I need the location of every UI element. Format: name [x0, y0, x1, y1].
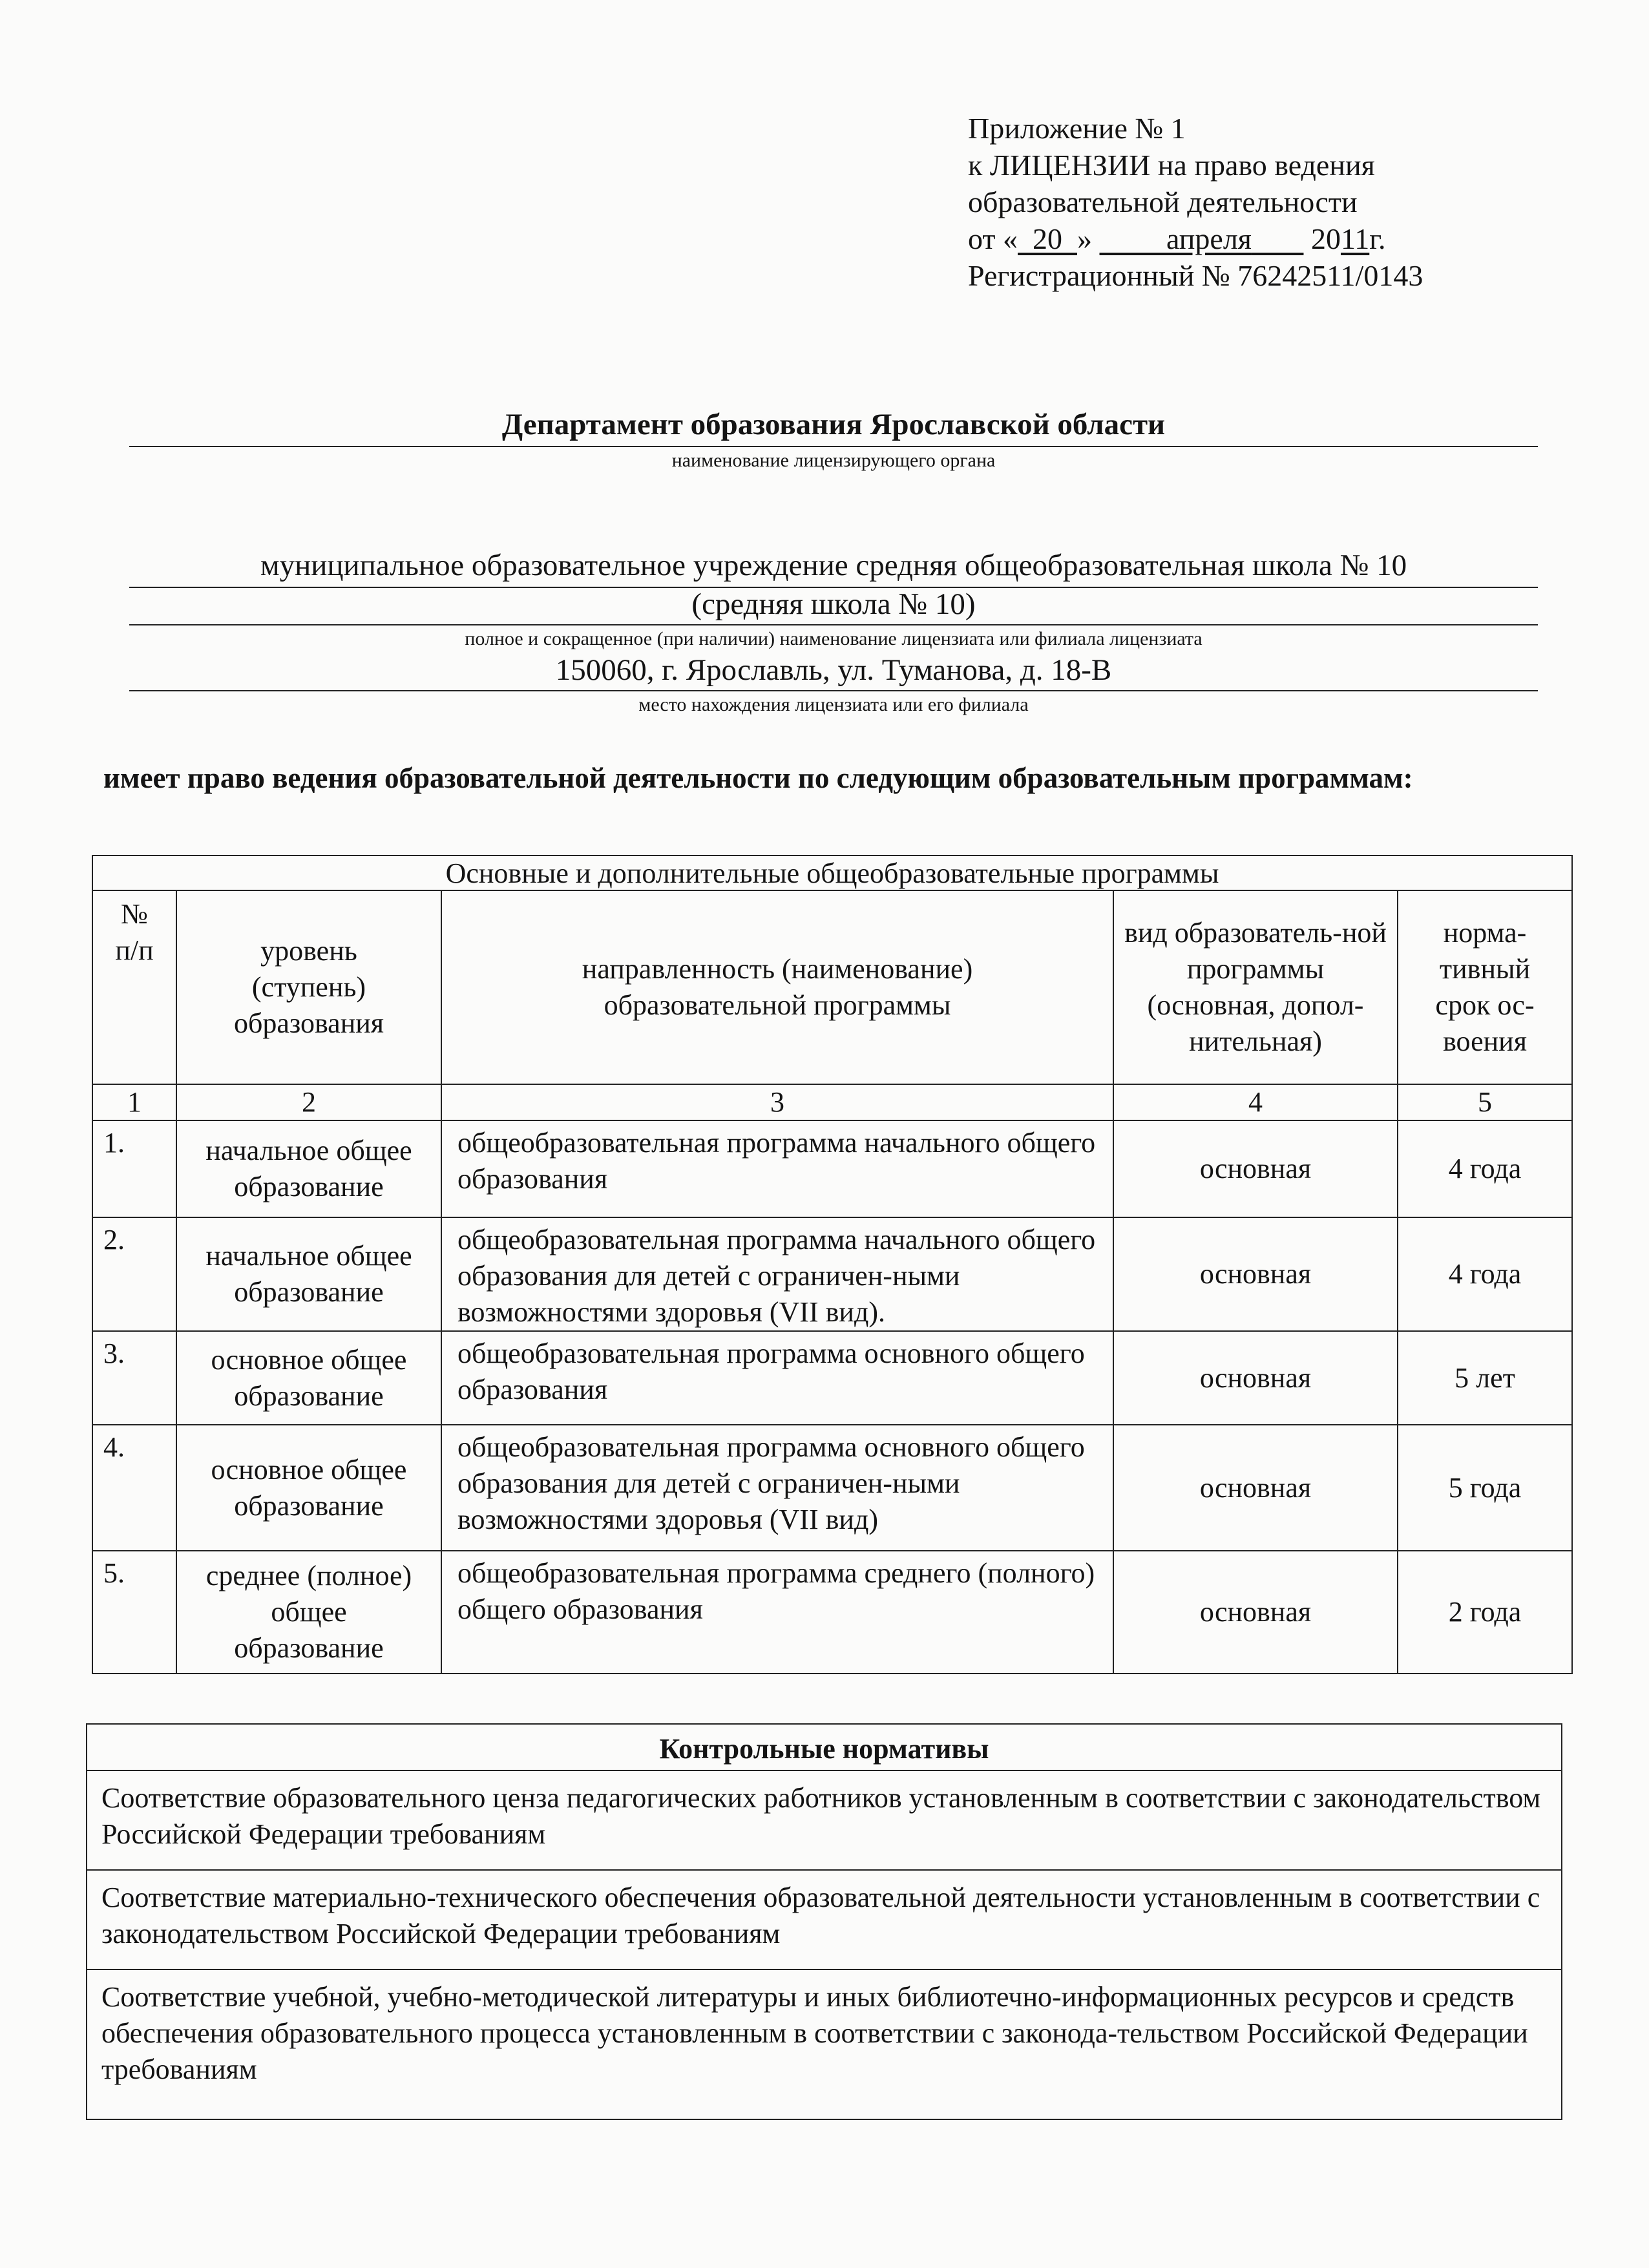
- column-header-direction: направленность (наименование) образовательной программы: [441, 890, 1113, 1084]
- appendix-number: Приложение № 1: [968, 112, 1186, 145]
- control-norm-item: [87, 1969, 1562, 2119]
- table-row: [92, 1425, 1572, 1551]
- row-number: 3.: [92, 1331, 176, 1425]
- date-month: апреля: [1166, 222, 1252, 255]
- column-header-number: № п/п: [92, 890, 176, 1084]
- column-header-kind: вид образователь-ной программы (основная, допол-нительная): [1113, 890, 1398, 1084]
- column-number: 3: [441, 1084, 1113, 1120]
- license-date: от « 20 » апреля 2011г.: [968, 222, 1386, 255]
- programs-table-title: Основные и дополнительные общеобразовательные программы: [92, 856, 1572, 890]
- programs-table: [92, 855, 1573, 1674]
- authority-caption: наименование лицензирующего органа: [671, 450, 996, 471]
- address-underline: [129, 690, 1538, 691]
- row-kind: основная: [1113, 1551, 1398, 1674]
- row-kind: основная: [1113, 1120, 1398, 1217]
- date-day: 20: [1033, 222, 1062, 255]
- table-row: [92, 1551, 1572, 1674]
- row-direction: общеобразовательная программа среднего (полного) общего образования: [441, 1551, 1113, 1674]
- row-direction: общеобразовательная программа начального общего образования для детей с ограничен-ными возможностями здоровья (VII вид).: [441, 1217, 1113, 1331]
- licensee-full-name: муниципальное образовательное учреждение средняя общеобразовательная школа № 10: [260, 549, 1407, 582]
- row-number: 4.: [92, 1425, 176, 1551]
- appendix-header: [968, 110, 1423, 294]
- row-term: 2 года: [1398, 1551, 1572, 1674]
- row-number: 5.: [92, 1551, 176, 1674]
- control-norm-item: [87, 1770, 1562, 1870]
- row-kind: основная: [1113, 1331, 1398, 1425]
- licensee-address: 150060, г. Ярославль, ул. Туманова, д. 18-В: [555, 653, 1112, 687]
- row-direction: общеобразовательная программа начального общего образования: [441, 1120, 1113, 1217]
- row-level: начальное общее образование: [176, 1217, 441, 1331]
- licensee-name-caption: полное и сокращенное (при наличии) наименование лицензиата или филиала лицензиата: [465, 628, 1203, 649]
- programs-heading: имеет право ведения образовательной деятельности по следующим образовательным программам:: [103, 762, 1413, 794]
- control-norm-text: Соответствие учебной, учебно-методической литературы и иных библиотечно-информационных ресурсов и средств обеспечения образовательного процесса установленным в соответствии с законода-тельством Российской Федерации требованиям: [87, 1969, 1562, 2119]
- licensee-underline-2: [129, 624, 1538, 625]
- row-level: основное общее образование: [176, 1331, 441, 1425]
- row-term: 5 года: [1398, 1425, 1572, 1551]
- table-row: [92, 1217, 1572, 1331]
- column-number: 5: [1398, 1084, 1572, 1120]
- row-kind: основная: [1113, 1217, 1398, 1331]
- column-number: 2: [176, 1084, 441, 1120]
- date-year: 11: [1340, 222, 1370, 255]
- control-norm-text: Соответствие материально-технического обеспечения образовательной деятельности установленным в соответствии с законодательством Российской Федерации требованиям: [87, 1870, 1562, 1969]
- row-kind: основная: [1113, 1425, 1398, 1551]
- row-level: среднее (полное) общее образование: [176, 1551, 441, 1674]
- licensee-short-name: (средняя школа № 10): [691, 587, 976, 621]
- column-header-term: норма-тивный срок ос-воения: [1398, 890, 1572, 1084]
- registration-number: Регистрационный № 76242511/0143: [968, 259, 1423, 292]
- row-level: основное общее образование: [176, 1425, 441, 1551]
- license-reference: к ЛИЦЕНЗИИ на право ведения: [968, 149, 1375, 182]
- row-direction: общеобразовательная программа основного общего образования для детей с ограничен-ными возможностями здоровья (VII вид): [441, 1425, 1113, 1551]
- license-activity: образовательной деятельности: [968, 185, 1358, 218]
- control-norms-table: [86, 1723, 1562, 2120]
- table-row: [92, 1120, 1572, 1217]
- row-number: 2.: [92, 1217, 176, 1331]
- row-term: 4 года: [1398, 1217, 1572, 1331]
- authority-underline: [129, 446, 1538, 447]
- row-term: 5 лет: [1398, 1331, 1572, 1425]
- control-norm-text: Соответствие образовательного ценза педагогических работников установленным в соответствии с законодательством Российской Федерации требованиям: [87, 1770, 1562, 1870]
- column-number: 4: [1113, 1084, 1398, 1120]
- column-number: 1: [92, 1084, 176, 1120]
- control-norms-title: Контрольные нормативы: [87, 1724, 1562, 1770]
- row-term: 4 года: [1398, 1120, 1572, 1217]
- column-header-level: уровень (ступень) образования: [176, 890, 441, 1084]
- row-level: начальное общее образование: [176, 1120, 441, 1217]
- table-row: [92, 1331, 1572, 1425]
- control-norm-item: [87, 1870, 1562, 1969]
- row-number: 1.: [92, 1120, 176, 1217]
- address-caption: место нахождения лицензиата или его филиала: [638, 694, 1029, 715]
- authority-name: Департамент образования Ярославской области: [501, 408, 1166, 441]
- row-direction: общеобразовательная программа основного общего образования: [441, 1331, 1113, 1425]
